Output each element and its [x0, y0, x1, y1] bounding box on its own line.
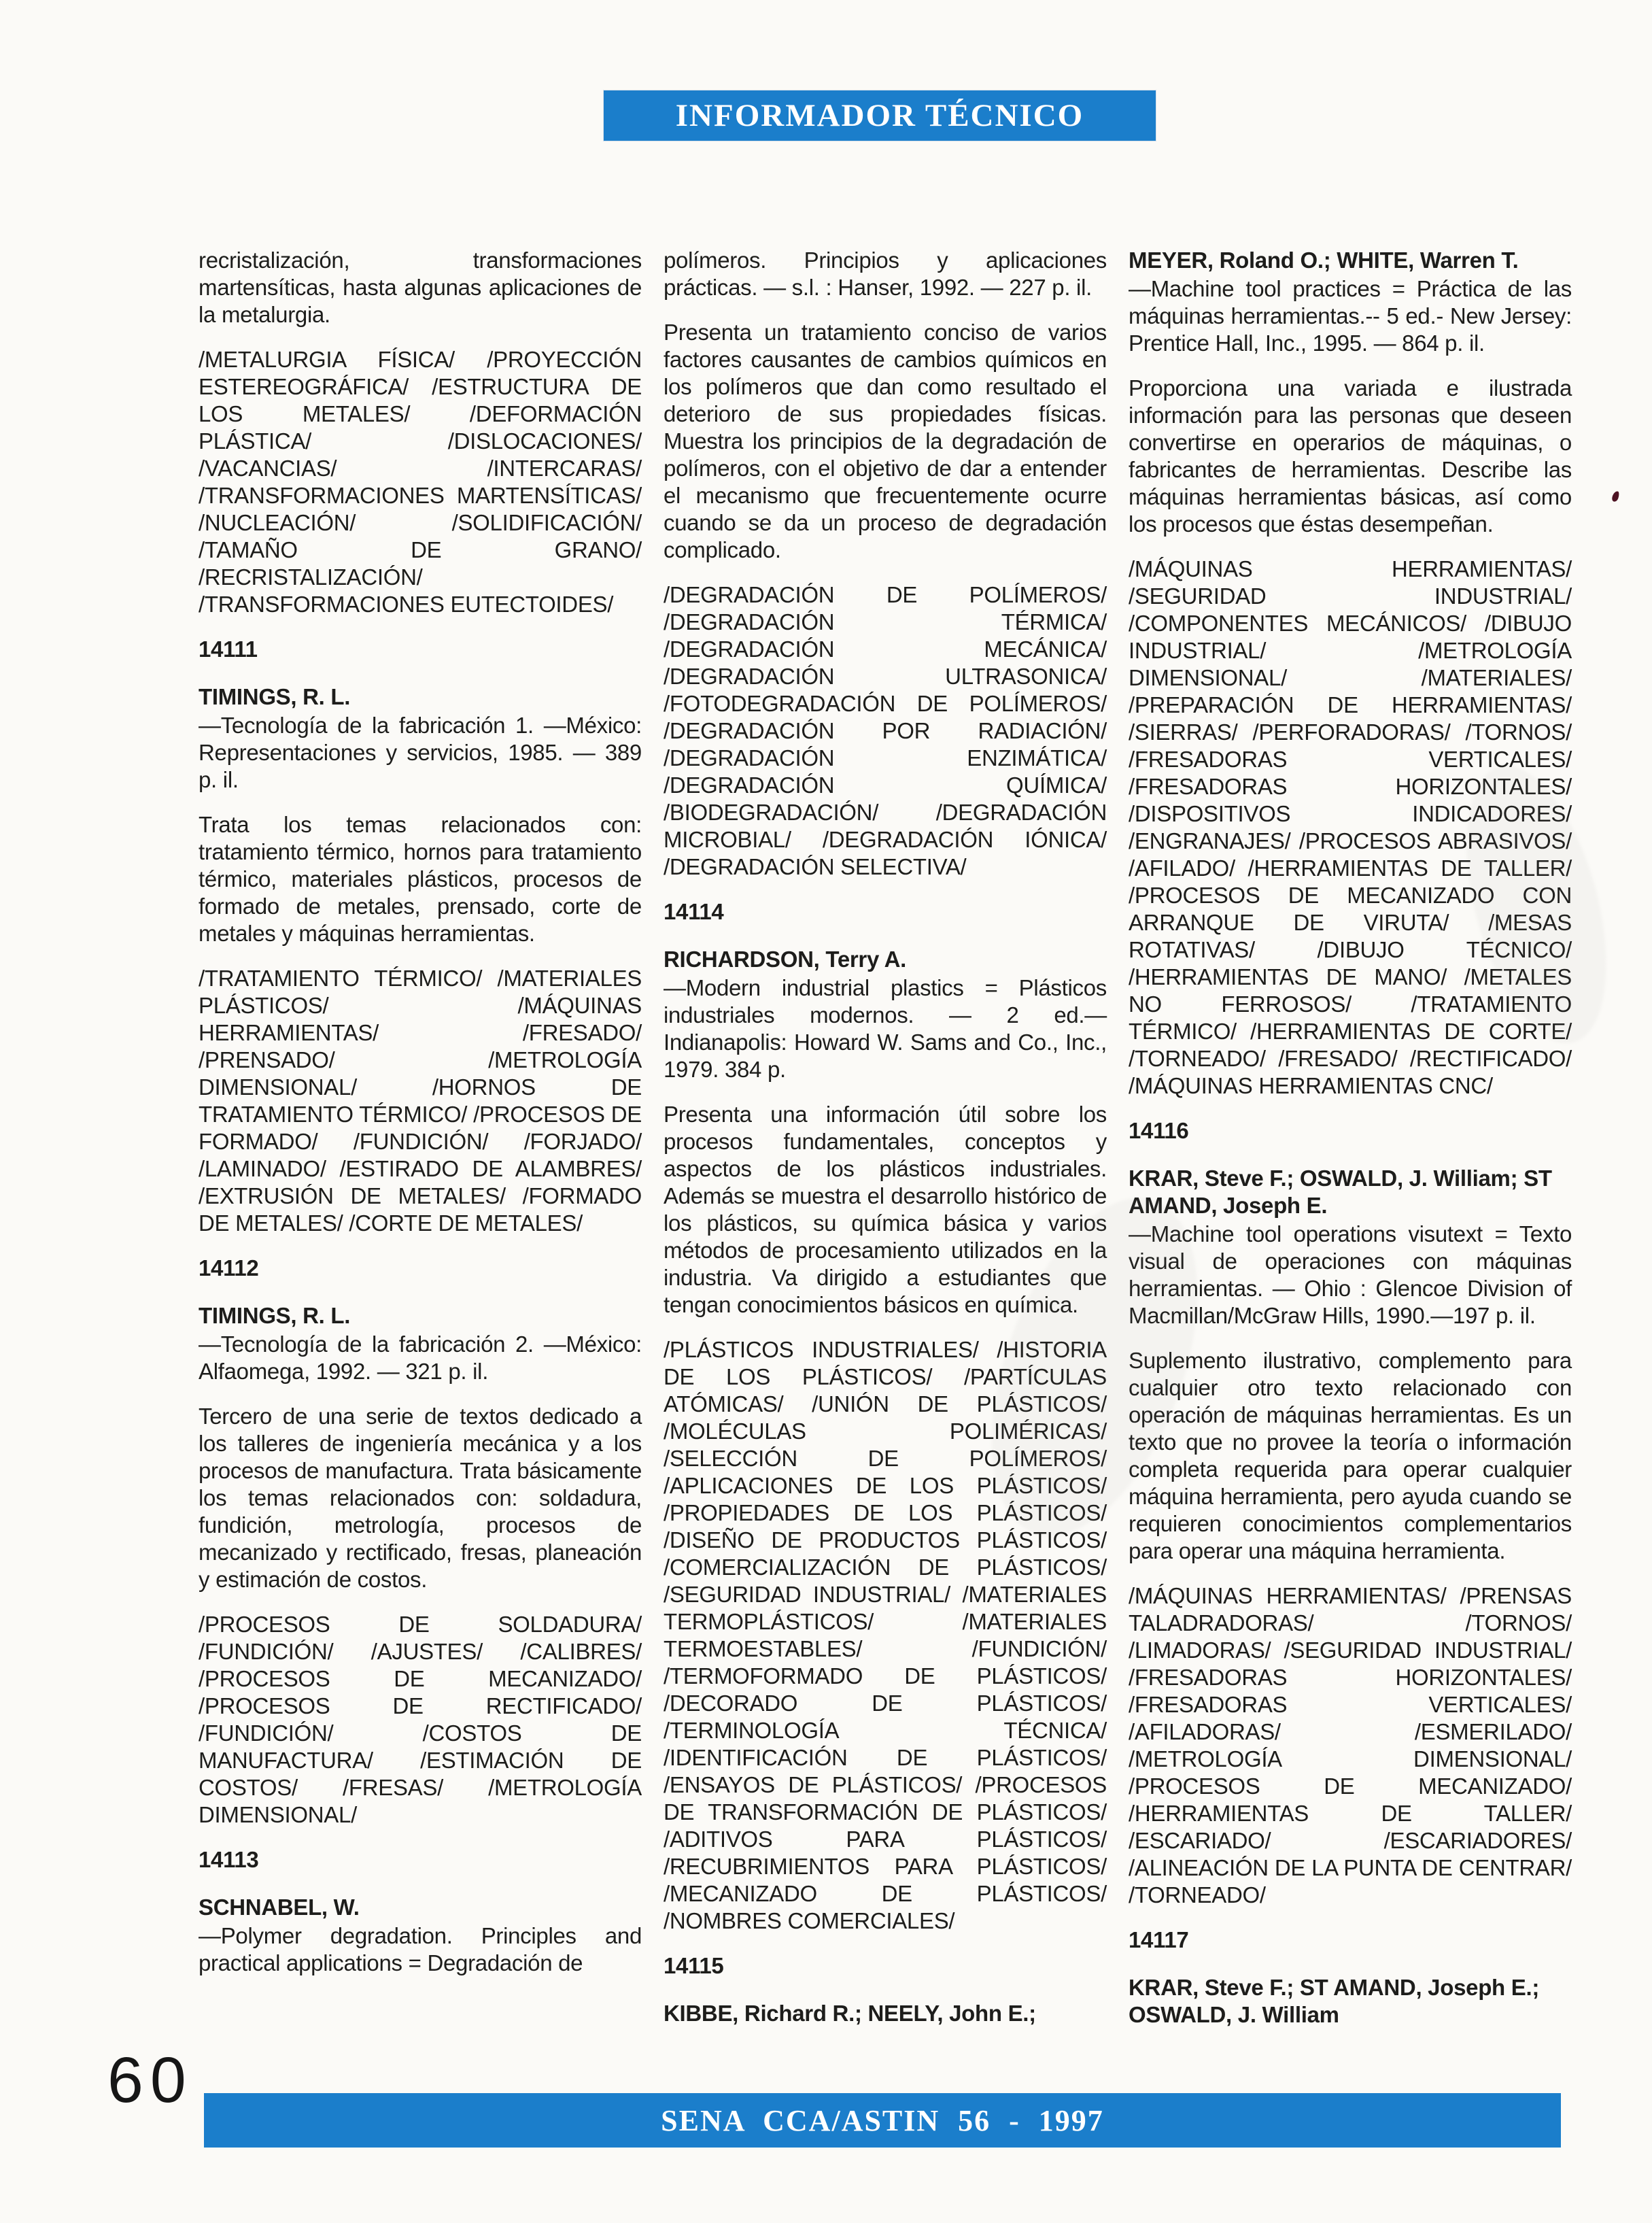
header-banner [604, 90, 1156, 141]
author-heading: KIBBE, Richard R.; NEELY, John E.; [664, 2001, 1036, 2026]
paragraph: Suplemento ilustrativo, complemento para cualquier otro texto relacionado con operación de máquinas herramientas. Es un texto que no provee la teoría o información completa requerida para operar cualquier máquina herramienta, pero ayuda cuando se requieren conocimientos complementarios para operar una máquina herramienta. [1129, 1348, 1572, 1563]
column-3 [1129, 247, 1572, 2030]
subject-descriptors: /MÁQUINAS HERRAMIENTAS/ /SEGURIDAD INDUSTRIAL/ /COMPONENTES MECÁNICOS/ /DIBUJO INDUSTRIAL/ /METROLOGÍA DIMENSIONAL/ /MATERIALES/ /PREPARACIÓN DE HERRAMIENTAS/ /SIERRAS/ /PERFORADORAS/ /TORNOS/ /FRESADORAS VERTICALES/ /FRESADORAS HORIZONTALES/ /DISPOSITIVOS INDICADORES/ /ENGRANAJES/ /PROCESOS ABRASIVOS/ /AFILADO/ /HERRAMIENTAS DE TALLER/ /PROCESOS DE MECANIZADO CON ARRANQUE DE VIRUTA/ /MESAS ROTATIVAS/ /DIBUJO TÉCNICO/ /HERRAMIENTAS DE MANO/ /METALES NO FERROSOS/ /TRATAMIENTO TÉRMICO/ /HERRAMIENTAS DE CORTE/ /TORNEADO/ /FRESADO/ /RECTIFICADO/ /MÁQUINAS HERRAMIENTAS CNC/ [1129, 556, 1572, 1098]
footer-banner [204, 2093, 1561, 2148]
subject-descriptors: /METALURGIA FÍSICA/ /PROYECCIÓN ESTEREOGRÁFICA/ /ESTRUCTURA DE LOS METALES/ /DEFORMACIÓN PLÁSTICA/ /DISLOCACIONES/ /VACANCIAS/ /INTERCARAS/ /TRANSFORMACIONES MARTENSÍTICAS/ /NUCLEACIÓN/ /SOLIDIFICACIÓN/ /TAMAÑO DE GRANO/ /RECRISTALIZACIÓN/ /TRANSFORMACIONES EUTECTOIDES/ [199, 347, 642, 617]
subject-descriptors: /MÁQUINAS HERRAMIENTAS/ /PRENSAS TALADRADORAS/ /TORNOS/ /LIMADORAS/ /SEGURIDAD INDUSTRIAL/ /FRESADORAS HORIZONTALES/ /FRESADORAS VERTICALES/ /AFILADORAS/ /ESMERILADO/ /METROLOGÍA DIMENSIONAL/ /PROCESOS DE MECANIZADO/ /HERRAMIENTAS DE TALLER/ /ESCARIADO/ /ESCARIADORES/ /ALINEACIÓN DE LA PUNTA DE CENTRAR/ /TORNEADO/ [1129, 1583, 1572, 1907]
citation: —Tecnología de la fabricación 2. —México: Alfaomega, 1992. — 321 p. il. [199, 1331, 642, 1384]
subject-descriptors: /PLÁSTICOS INDUSTRIALES/ /HISTORIA DE LOS PLÁSTICOS/ /PARTÍCULAS ATÓMICAS/ /UNIÓN DE PLÁSTICOS/ /MOLÉCULAS POLIMÉRICAS/ /SELECCIÓN DE POLÍMEROS/ /APLICACIONES DE LOS PLÁSTICOS/ /PROPIEDADES DE LOS PLÁSTICOS/ /DISEÑO DE PRODUCTOS PLÁSTICOS/ /COMERCIALIZACIÓN DE PLÁSTICOS/ /SEGURIDAD INDUSTRIAL/ /MATERIALES TERMOPLÁSTICOS/ /MATERIALES TERMOESTABLES/ /FUNDICIÓN/ /TERMOFORMADO DE PLÁSTICOS/ /DECORADO DE PLÁSTICOS/ /TERMINOLOGÍA TÉCNICA/ /IDENTIFICACIÓN DE PLÁSTICOS/ /ENSAYOS DE PLÁSTICOS/ /PROCESOS DE TRANSFORMACIÓN DE PLÁSTICOS/ /ADITIVOS PARA PLÁSTICOS/ /RECUBRIMIENTOS PARA PLÁSTICOS/ /MECANIZADO DE PLÁSTICOS/ /NOMBRES COMERCIALES/ [664, 1337, 1107, 1933]
entry-number: 14117 [1129, 1927, 1189, 1952]
paragraph: Presenta una información útil sobre los procesos fundamentales, conceptos y aspectos de los plásticos industriales. Además se muestra el desarrollo histórico de los plásticos, su química básica y varios métodos de procesamiento utilizados en la industria. Va dirigido a estudiantes que tengan conocimientos básicos en química. [664, 1102, 1107, 1317]
page-title: INFORMADOR TÉCNICO [675, 98, 1084, 133]
paragraph: Presenta un tratamiento conciso de varios factores causantes de cambios químicos en los polímeros que dan como resultado el deterioro de sus propiedades físicas. Muestra los principios de la degradación de polímeros, con el objetivo de dar a entender el mecanismo que frecuentemente ocurre cuando se da un proceso de degradación complicado. [664, 320, 1107, 562]
entry-number: 14113 [199, 1847, 259, 1872]
paragraph: polímeros. Principios y aplicaciones prácticas. — s.l. : Hanser, 1992. — 227 p. il. [664, 248, 1107, 300]
paragraph: Proporciona una variada e ilustrada información para las personas que deseen convertirse en operarios de máquinas, o fabricantes de herramientas. Describe las máquinas herramientas básicas, así como los procesos que éstas desempeñan. [1129, 375, 1572, 537]
citation: —Machine tool practices = Práctica de las máquinas herramientas.-- 5 ed.- New Jersey: Prentice Hall, Inc., 1995. — 864 p. il. [1129, 276, 1572, 356]
author-heading: RICHARDSON, Terry A. [664, 947, 907, 972]
footer-text: SENA CCA/ASTIN 56 - 1997 [661, 2103, 1104, 2137]
author-heading: TIMINGS, R. L. [199, 1303, 351, 1328]
paragraph: recristalización, transformaciones martensíticas, hasta algunas aplicaciones de la metalurgia. [199, 248, 642, 327]
column-1 [199, 247, 642, 1995]
author-heading: SCHNABEL, W. [199, 1895, 360, 1920]
citation: —Modern industrial plastics = Plásticos industriales modernos. — 2 ed.— Indianapolis: Howard W. Sams and Co., Inc., 1979. 384 p. [664, 975, 1107, 1082]
paragraph: Trata los temas relacionados con: tratamiento térmico, hornos para tratamiento térmico, materiales plásticos, procesos de formado de metales, prensado, corte de metales y máquinas herramientas. [199, 812, 642, 946]
paragraph: Tercero de una serie de textos dedicado a los talleres de ingeniería mecánica y a los procesos de manufactura. Trata básicamente los temas relacionados con: soldadura, fundición, metrología, procesos de mecanizado y rectificado, fresas, planeación y estimación de costos. [199, 1404, 642, 1592]
entry-number: 14112 [199, 1255, 259, 1280]
ink-speck [1611, 490, 1621, 503]
citation: —Polymer degradation. Principles and practical applications = Degradación de [199, 1923, 642, 1975]
catalog-columns [199, 247, 1572, 2030]
subject-descriptors: /DEGRADACIÓN DE POLÍMEROS/ /DEGRADACIÓN TÉRMICA/ /DEGRADACIÓN MECÁNICA/ /DEGRADACIÓN ULTRASONICA/ /FOTODEGRADACIÓN DE POLÍMEROS/ /DEGRADACIÓN POR RADIACIÓN/ /DEGRADACIÓN ENZIMÁTICA/ /DEGRADACIÓN QUÍMICA/ /BIODEGRADACIÓN/ /DEGRADACIÓN MICROBIAL/ /DEGRADACIÓN IÓNICA/ /DEGRADACIÓN SELECTIVA/ [664, 582, 1107, 879]
author-heading: KRAR, Steve F.; ST AMAND, Joseph E.; OSWALD, J. William [1129, 1975, 1540, 2027]
subject-descriptors: /PROCESOS DE SOLDADURA/ /FUNDICIÓN/ /AJUSTES/ /CALIBRES/ /PROCESOS DE MECANIZADO/ /PROCESOS DE RECTIFICADO/ /FUNDICIÓN/ /COSTOS DE MANUFACTURA/ /ESTIMACIÓN DE COSTOS/ /FRESAS/ /METROLOGÍA DIMENSIONAL/ [199, 1612, 642, 1827]
page-number: 60 [107, 2044, 193, 2116]
entry-number: 14115 [664, 1953, 724, 1978]
entry-number: 14114 [664, 899, 724, 924]
entry-number: 14116 [1129, 1118, 1189, 1143]
entry-number: 14111 [199, 637, 258, 662]
author-heading: KRAR, Steve F.; OSWALD, J. William; ST AMAND, Joseph E. [1129, 1166, 1552, 1218]
column-2 [664, 247, 1107, 2029]
author-heading: TIMINGS, R. L. [199, 684, 351, 709]
citation: —Tecnología de la fabricación 1. —México: Representaciones y servicios, 1985. — 389 p. il. [199, 713, 642, 792]
subject-descriptors: /TRATAMIENTO TÉRMICO/ /MATERIALES PLÁSTICOS/ /MÁQUINAS HERRAMIENTAS/ /FRESADO/ /PRENSADO/ /METROLOGÍA DIMENSIONAL/ /HORNOS DE TRATAMIENTO TÉRMICO/ /PROCESOS DE FORMADO/ /FUNDICIÓN/ /FORJADO/ /LAMINADO/ /ESTIRADO DE ALAMBRES/ /EXTRUSIÓN DE METALES/ /FORMADO DE METALES/ /CORTE DE METALES/ [199, 966, 642, 1236]
citation: —Machine tool operations visutext = Texto visual de operaciones con máquinas herramientas. — Ohio : Glencoe Division of Macmillan/McGraw Hills, 1990.—197 p. il. [1129, 1221, 1572, 1328]
author-heading: MEYER, Roland O.; WHITE, Warren T. [1129, 248, 1519, 273]
